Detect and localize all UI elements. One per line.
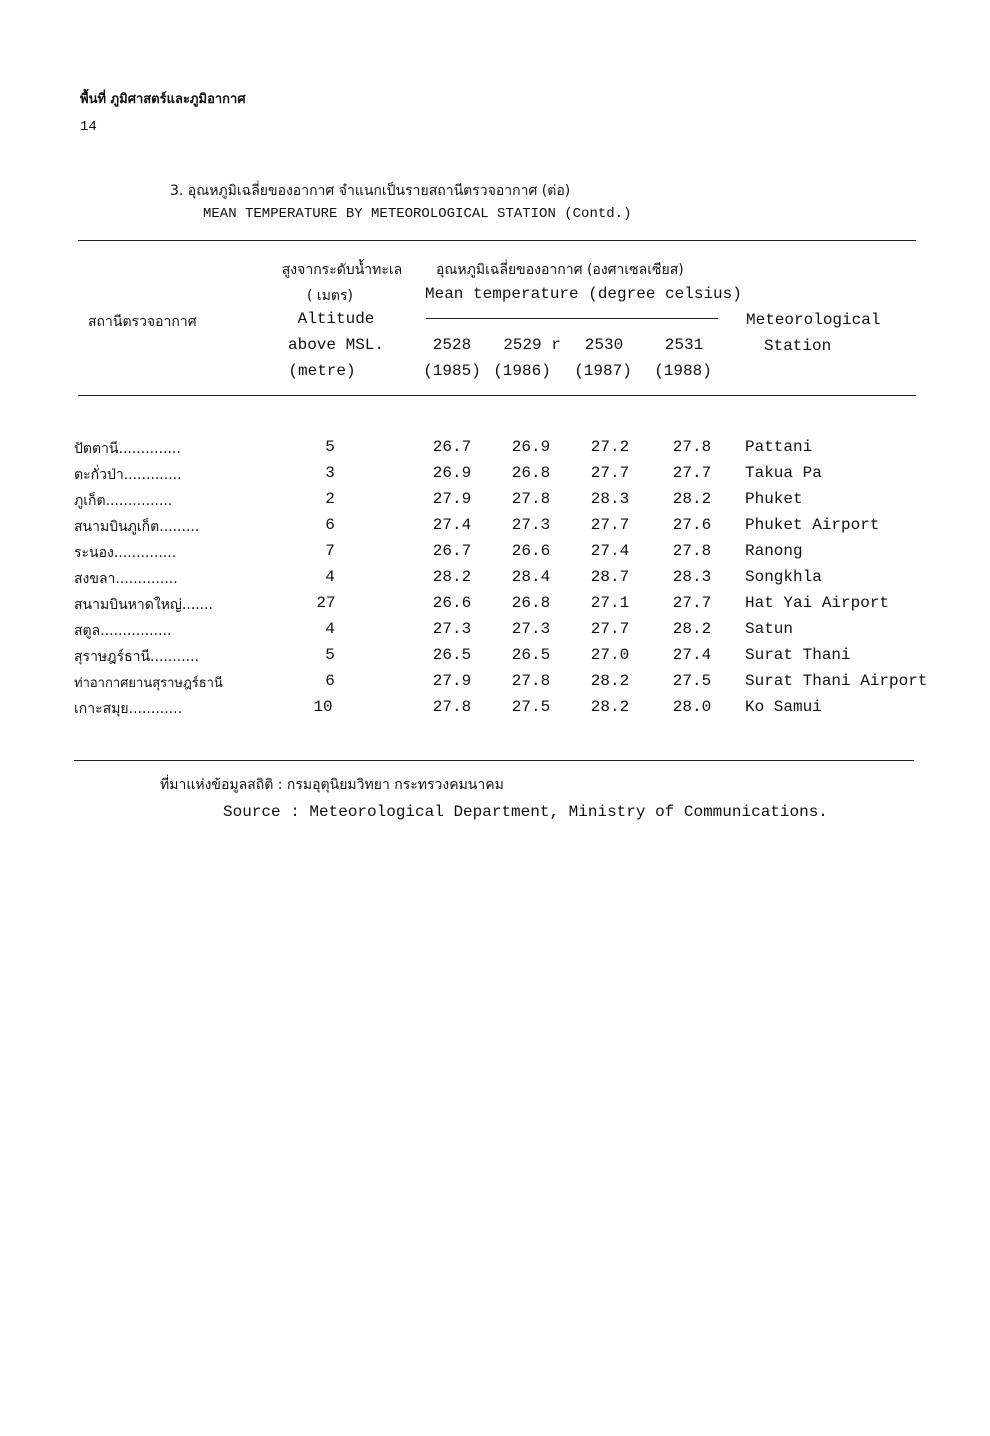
temp-1986: 27.3 [511, 516, 551, 534]
temp-1987: 27.4 [590, 542, 630, 560]
header-altitude-unit-thai: ( เมตร) [307, 288, 353, 304]
station-thai: ระนอง.............. [74, 545, 177, 561]
header-temperature-thai: อุณหภูมิเฉลี่ยของอากาศ (องศาเซลเซียส) [436, 262, 684, 278]
temp-1986: 28.4 [511, 568, 551, 586]
station-english: Satun [745, 620, 794, 638]
temp-1986: 26.8 [511, 594, 551, 612]
station-thai: เกาะสมุย............ [74, 701, 183, 717]
station-english: Surat Thani [745, 646, 851, 664]
page-number: 14 [80, 119, 97, 135]
temp-1987: 28.7 [590, 568, 630, 586]
header-year-ce: (1985) [423, 362, 481, 380]
temp-1987: 27.7 [590, 620, 630, 638]
temp-1986: 27.3 [511, 620, 551, 638]
source-english: Source : Meteorological Department, Ministry of Communications. [223, 803, 828, 821]
running-header: พื้นที่ ภูมิศาสตร์และภูมิอากาศ [80, 92, 246, 107]
temp-1985: 26.7 [432, 438, 472, 456]
temp-1988: 27.4 [672, 646, 712, 664]
header-altitude-en-1: Altitude [297, 310, 375, 328]
station-thai: ภูเก็ต............... [74, 493, 173, 509]
temp-1988: 28.0 [672, 698, 712, 716]
temp-1985: 28.2 [432, 568, 472, 586]
temp-1988: 27.5 [672, 672, 712, 690]
temp-1985: 27.9 [432, 672, 472, 690]
temp-1988: 28.2 [672, 620, 712, 638]
altitude-value: 4 [325, 568, 335, 586]
temp-1986: 26.9 [511, 438, 551, 456]
temp-1988: 28.2 [672, 490, 712, 508]
station-english: Songkhla [745, 568, 822, 586]
temp-1988: 27.7 [672, 464, 712, 482]
temp-1985: 27.4 [432, 516, 472, 534]
temp-1986: 26.5 [511, 646, 551, 664]
temp-1985: 27.8 [432, 698, 472, 716]
header-temperature-english: Mean temperature (degree celsius) [425, 285, 742, 303]
header-altitude-en-3: (metre) [288, 362, 356, 380]
header-year-ce: (1986) [493, 362, 551, 380]
header-year-be: 2528 [432, 336, 472, 354]
table-row [0, 490, 990, 516]
temp-1987: 27.0 [590, 646, 630, 664]
table-title-thai: 3. อุณหภูมิเฉลี่ยของอากาศ จำแนกเป็นรายสถานีตรวจอากาศ (ต่อ) [170, 183, 571, 199]
altitude-value: 6 [325, 516, 335, 534]
station-thai: สุราษฎร์ธานี........... [74, 649, 200, 665]
temp-1987: 28.2 [590, 672, 630, 690]
temp-1985: 27.3 [432, 620, 472, 638]
header-year-be: 2529 r [503, 336, 561, 354]
table-row [0, 542, 990, 568]
table-row [0, 438, 990, 464]
table-title-english: MEAN TEMPERATURE BY METEOROLOGICAL STATION (Contd.) [203, 206, 632, 222]
table-bottom-rule [74, 760, 914, 761]
temp-1987: 28.2 [590, 698, 630, 716]
temp-1987: 27.7 [590, 516, 630, 534]
table-row [0, 646, 990, 672]
header-year-be: 2531 [664, 336, 704, 354]
temp-1987: 27.1 [590, 594, 630, 612]
station-thai: ท่าอากาศยานสุราษฎร์ธานี [74, 676, 223, 691]
temp-1987: 28.3 [590, 490, 630, 508]
altitude-value: 3 [325, 464, 335, 482]
station-english: Phuket [745, 490, 803, 508]
header-year-ce: (1988) [654, 362, 712, 380]
table-row [0, 698, 990, 724]
station-thai: ตะกั่วป่า............. [74, 467, 182, 483]
table-row [0, 672, 990, 698]
altitude-value: 10 [313, 698, 333, 716]
temp-1988: 28.3 [672, 568, 712, 586]
table-row [0, 516, 990, 542]
table-row [0, 568, 990, 594]
temp-1985: 26.9 [432, 464, 472, 482]
temp-1986: 27.8 [511, 490, 551, 508]
temp-1988: 27.8 [672, 542, 712, 560]
header-year-be: 2530 [584, 336, 624, 354]
table-row [0, 620, 990, 646]
table-row [0, 594, 990, 620]
header-station-english-2: Station [764, 337, 832, 355]
altitude-value: 5 [325, 646, 335, 664]
station-english: Ranong [745, 542, 803, 560]
table-row [0, 464, 990, 490]
header-altitude-en-2: above MSL. [287, 336, 385, 354]
station-english: Surat Thani Airport [745, 672, 928, 690]
station-thai: สงขลา.............. [74, 571, 178, 587]
station-english: Hat Yai Airport [745, 594, 890, 612]
altitude-value: 7 [325, 542, 335, 560]
station-thai: สนามบินภูเก็ต......... [74, 519, 200, 535]
altitude-value: 5 [325, 438, 335, 456]
altitude-value: 4 [325, 620, 335, 638]
temp-1988: 27.6 [672, 516, 712, 534]
altitude-value: 6 [325, 672, 335, 690]
station-thai: สนามบินหาดใหญ่....... [74, 597, 213, 613]
temp-1986: 27.8 [511, 672, 551, 690]
station-english: Ko Samui [745, 698, 822, 716]
station-thai: สตูล................ [74, 623, 172, 639]
temp-1986: 26.8 [511, 464, 551, 482]
temp-1986: 27.5 [511, 698, 551, 716]
temp-1988: 27.7 [672, 594, 712, 612]
temp-1985: 26.6 [432, 594, 472, 612]
temp-1985: 26.5 [432, 646, 472, 664]
station-english: Phuket Airport [745, 516, 880, 534]
station-english: Pattani [745, 438, 813, 456]
altitude-value: 2 [325, 490, 335, 508]
header-station-thai: สถานีตรวจอากาศ [88, 314, 197, 330]
temp-1986: 26.6 [511, 542, 551, 560]
header-year-ce: (1987) [574, 362, 632, 380]
year-group-rule [426, 318, 718, 319]
header-altitude-thai: สูงจากระดับน้ำทะเล [281, 262, 403, 278]
header-bottom-rule [78, 395, 916, 396]
temp-1985: 27.9 [432, 490, 472, 508]
station-english: Takua Pa [745, 464, 822, 482]
temp-1987: 27.2 [590, 438, 630, 456]
temp-1985: 26.7 [432, 542, 472, 560]
station-thai: ปัตตานี.............. [74, 441, 181, 457]
altitude-value: 27 [316, 594, 336, 612]
temp-1988: 27.8 [672, 438, 712, 456]
top-rule [78, 240, 916, 241]
temp-1987: 27.7 [590, 464, 630, 482]
header-station-english-1: Meteorological [746, 311, 881, 329]
source-thai: ที่มาแห่งข้อมูลสถิติ : กรมอุตุนิยมวิทยา กระทรวงคมนาคม [160, 777, 504, 793]
